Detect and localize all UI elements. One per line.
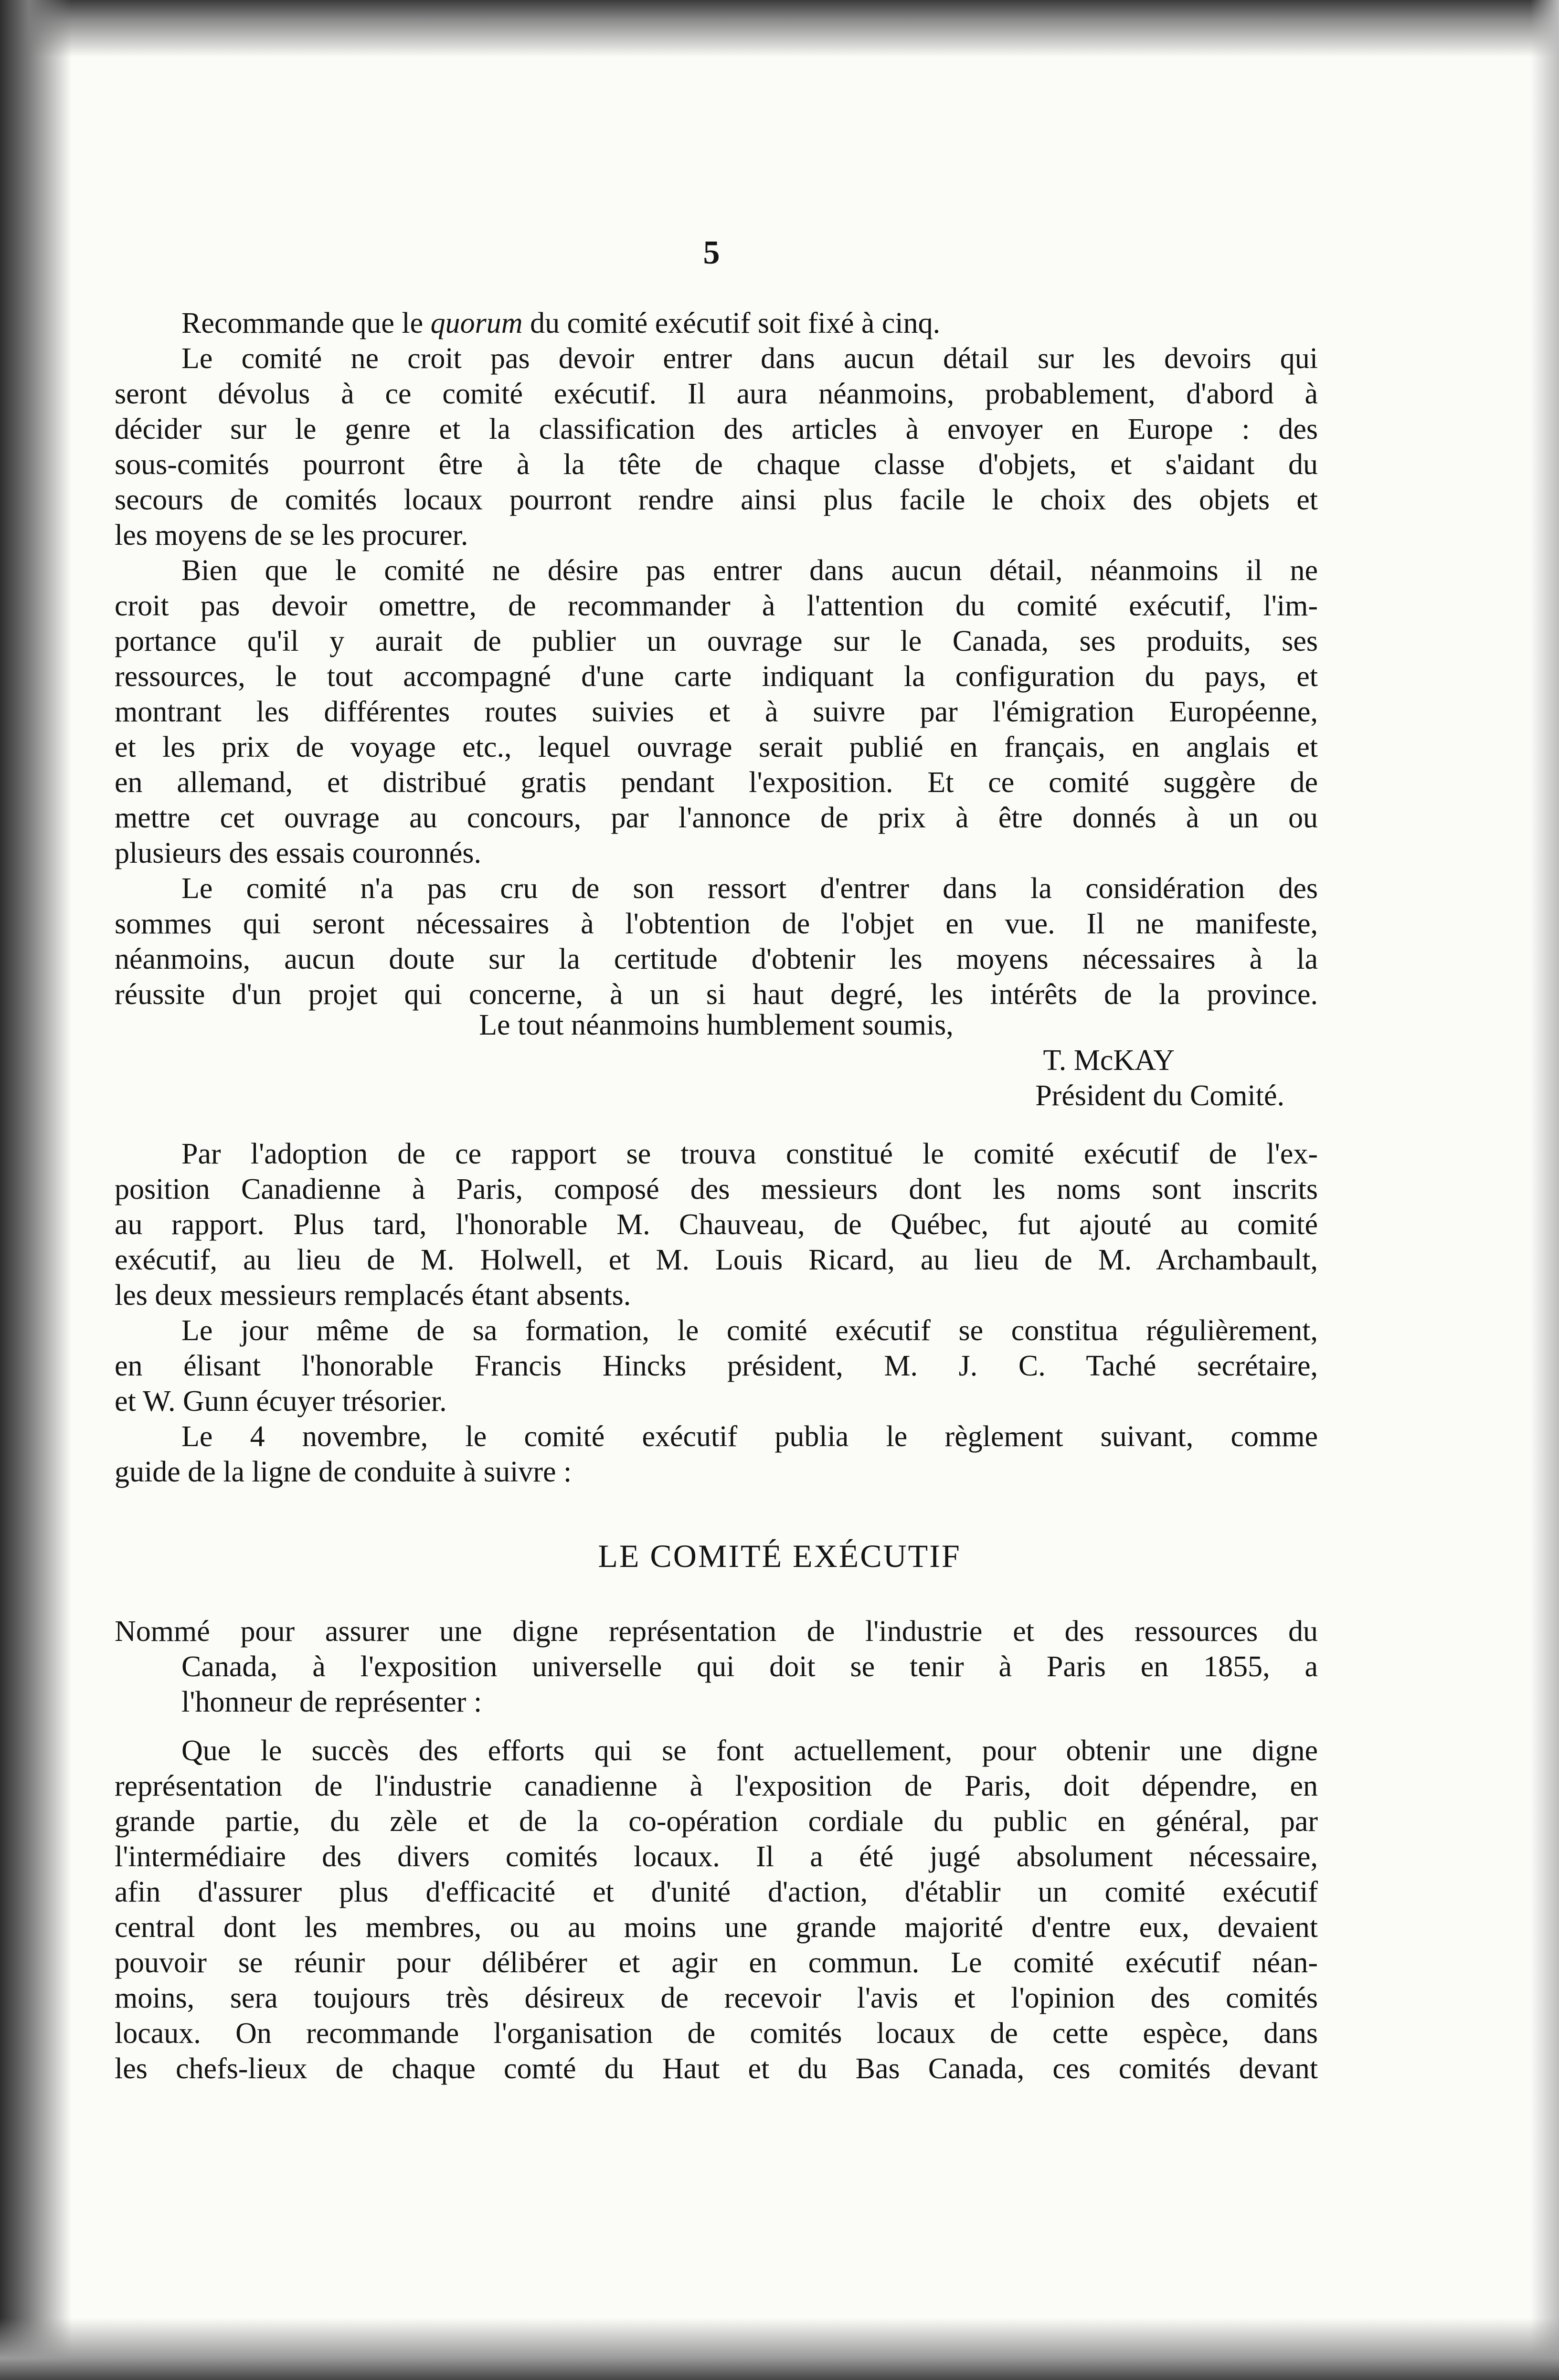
text-line: locaux. On recommande l'organisation de comités locaux de cette espèce, dans bbox=[115, 2017, 1318, 2050]
text-line: les chefs-lieux de chaque comté du Haut et du Bas Canada, ces comités devant bbox=[115, 2052, 1318, 2085]
text-line: seront dévolus à ce comité exécutif. Il aura néanmoins, probablement, d'abord à bbox=[115, 378, 1318, 410]
scan-edge-left bbox=[0, 0, 72, 2380]
section-heading: LE COMITÉ EXÉCUTIF bbox=[598, 1538, 961, 1574]
text-line: Le 4 novembre, le comité exécutif publia le règlement suivant, comme bbox=[181, 1420, 1318, 1453]
text-line: Canada, à l'exposition universelle qui doit se tenir à Paris en 1855, a bbox=[181, 1650, 1318, 1683]
text-line: grande partie, du zèle et de la co-opération cordiale du public en général, par bbox=[115, 1805, 1318, 1838]
text-line: Le comité ne croit pas devoir entrer dans aucun détail sur les devoirs qui bbox=[181, 342, 1318, 375]
scan-edge-bottom bbox=[0, 2318, 1559, 2380]
signoff-title: Président du Comité. bbox=[1035, 1079, 1284, 1112]
text-line: moins, sera toujours très désireux de recevoir l'avis et l'opinion des comités bbox=[115, 1982, 1318, 2014]
text-line: plusieurs des essais couronnés. bbox=[115, 837, 481, 869]
committee-formation-paragraphs bbox=[115, 1136, 1318, 1490]
text-line: en élisant l'honorable Francis Hincks président, M. J. C. Taché secrétaire, bbox=[115, 1350, 1318, 1382]
signoff-closing: Le tout néanmoins humblement soumis, bbox=[479, 1009, 954, 1041]
text-line: Le comité n'a pas cru de son ressort d'entrer dans la considération des bbox=[181, 872, 1318, 905]
text-line: montrant les différentes routes suivies et à suivre par l'émigration Européenne, bbox=[115, 696, 1318, 728]
text-line: croit pas devoir omettre, de recommander à l'attention du comité exécutif, l'im- bbox=[115, 590, 1318, 622]
text-line: sous-comités pourront être à la tête de chaque classe d'objets, et s'aidant du bbox=[115, 448, 1318, 481]
scan-edge-right bbox=[1530, 0, 1559, 2380]
text-line: guide de la ligne de conduite à suivre : bbox=[115, 1456, 572, 1488]
text-line: ressources, le tout accompagné d'une carte indiquant la configuration du pays, et bbox=[115, 660, 1318, 693]
preamble-paragraph bbox=[115, 1614, 1318, 1720]
text-line: les moyens de se les procurer. bbox=[115, 519, 468, 551]
text-line: pouvoir se réunir pour délibérer et agir en commun. Le comité exécutif néan- bbox=[115, 1946, 1318, 1979]
text-line: décider sur le genre et la classification des articles à envoyer en Europe : des bbox=[115, 413, 1318, 445]
text-line: Le jour même de sa formation, le comité exécutif se constitua régulièrement, bbox=[181, 1314, 1318, 1347]
text-line: Par l'adoption de ce rapport se trouva constitué le comité exécutif de l'ex- bbox=[181, 1138, 1318, 1170]
text-line: Bien que le comité ne désire pas entrer dans aucun détail, néanmoins il ne bbox=[181, 554, 1318, 587]
text-line: position Canadienne à Paris, composé des messieurs dont les noms sont inscrits bbox=[115, 1173, 1318, 1206]
text-line: Recommande que le quorum du comité exécutif soit fixé à cinq. bbox=[181, 307, 941, 339]
page-number: 5 bbox=[703, 234, 720, 271]
text-line: réussite d'un projet qui concerne, à un si haut degré, les intérêts de la province. bbox=[115, 978, 1318, 1011]
text-line: et W. Gunn écuyer trésorier. bbox=[115, 1385, 447, 1417]
text-line: secours de comités locaux pourront rendre ainsi plus facile le choix des objets et bbox=[115, 484, 1318, 516]
text-line: exécutif, au lieu de M. Holwell, et M. Louis Ricard, au lieu de M. Archambault, bbox=[115, 1244, 1318, 1276]
text-line: portance qu'il y aurait de publier un ouvrage sur le Canada, ses produits, ses bbox=[115, 625, 1318, 657]
text-line: néanmoins, aucun doute sur la certitude d'obtenir les moyens nécessaires à la bbox=[115, 943, 1318, 975]
signoff-block bbox=[115, 1007, 1318, 1113]
text-line: mettre cet ouvrage au concours, par l'annonce de prix à être donnés à un ou bbox=[115, 802, 1318, 834]
signoff-name: T. McKAY bbox=[1043, 1044, 1175, 1077]
text-line: central dont les membres, ou au moins une grande majorité d'entre eux, devaient bbox=[115, 1911, 1318, 1944]
text-line: sommes qui seront nécessaires à l'obtention de l'objet en vue. Il ne manifeste, bbox=[115, 908, 1318, 940]
report-paragraphs bbox=[115, 306, 1318, 1012]
text-line: au rapport. Plus tard, l'honorable M. Chauveau, de Québec, fut ajouté au comité bbox=[115, 1208, 1318, 1241]
text-line: en allemand, et distribué gratis pendant l'exposition. Et ce comité suggère de bbox=[115, 766, 1318, 799]
regulation-paragraph bbox=[115, 1733, 1318, 2086]
text-line: Que le succès des efforts qui se font actuellement, pour obtenir une digne bbox=[181, 1735, 1318, 1767]
text-line: l'honneur de représenter : bbox=[181, 1686, 482, 1718]
text-line: et les prix de voyage etc., lequel ouvrage serait publié en français, en anglais et bbox=[115, 731, 1318, 763]
text-line: Nommé pour assurer une digne représentation de l'industrie et des ressources du bbox=[115, 1615, 1318, 1648]
text-line: afin d'assurer plus d'efficacité et d'unité d'action, d'établir un comité exécutif bbox=[115, 1876, 1318, 1908]
italic-term: quorum bbox=[430, 307, 523, 339]
scan-edge-top bbox=[0, 0, 1559, 57]
text-line: représentation de l'industrie canadienne à l'exposition de Paris, doit dépendre, en bbox=[115, 1770, 1318, 1802]
text-line: l'intermédiaire des divers comités locaux. Il a été jugé absolument nécessaire, bbox=[115, 1841, 1318, 1873]
text-line: les deux messieurs remplacés étant absents. bbox=[115, 1279, 631, 1312]
